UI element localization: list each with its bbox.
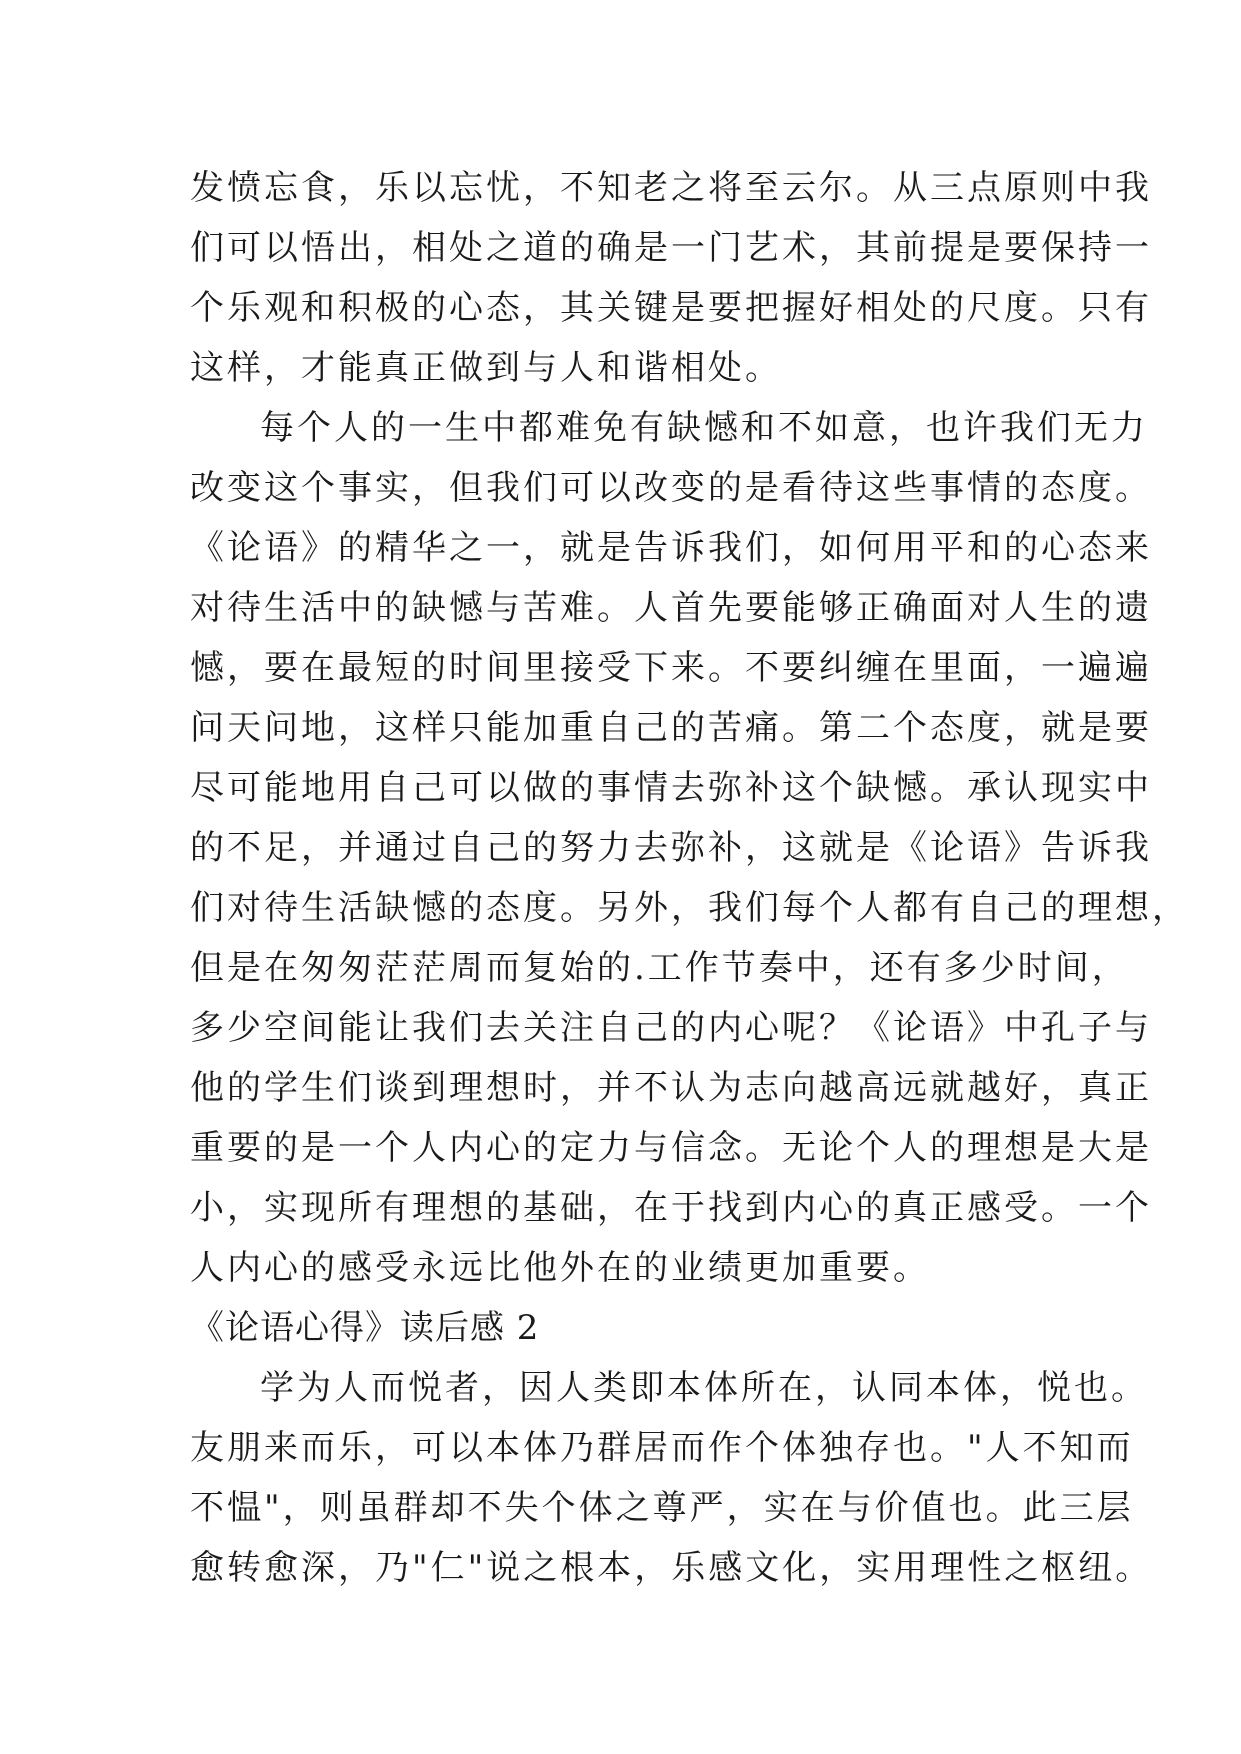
text-line: 重要的是一个人内心的定力与信念。无论个人的理想是大是 xyxy=(190,1128,1152,1168)
text-line: 个乐观和积极的心态，其关键是要把握好相处的尺度。只有 xyxy=(190,288,1152,328)
text-line: 多少空间能让我们去关注自己的内心呢？《论语》中孔子与 xyxy=(190,1008,1152,1048)
text-line: 但是在匆匆茫茫周而复始的.工作节奏中，还有多少时间， xyxy=(190,948,1129,988)
text-line: 对待生活中的缺憾与苦难。人首先要能够正确面对人生的遗 xyxy=(190,588,1152,628)
text-line: 小，实现所有理想的基础，在于找到内心的真正感受。一个 xyxy=(190,1188,1152,1228)
text-line: 每个人的一生中都难免有缺憾和不如意，也许我们无力 xyxy=(260,408,1148,448)
text-line: 《论语》的精华之一，就是告诉我们，如何用平和的心态来 xyxy=(190,528,1152,568)
paragraph-3 xyxy=(190,1358,1153,1598)
text-line: 不愠"，则虽群却不失个体之尊严，实在与价值也。此三层 xyxy=(190,1488,1134,1528)
text-line: 改变这个事实，但我们可以改变的是看待这些事情的态度。 xyxy=(190,468,1152,508)
text-line: 的不足，并通过自己的努力去弥补，这就是《论语》告诉我 xyxy=(190,828,1152,868)
text-line: 愈转愈深，乃"仁"说之根本，乐感文化，实用理性之枢纽。 xyxy=(190,1548,1153,1588)
document-body xyxy=(190,158,1189,1598)
text-line: 他的学生们谈到理想时，并不认为志向越高远就越好，真正 xyxy=(190,1068,1152,1108)
text-line: 问天问地，这样只能加重自己的苦痛。第二个态度，就是要 xyxy=(190,708,1152,748)
text-line: 憾，要在最短的时间里接受下来。不要纠缠在里面，一遍遍 xyxy=(190,648,1152,688)
text-line: 们可以悟出，相处之道的确是一门艺术，其前提是要保持一 xyxy=(190,228,1152,268)
text-line: 们对待生活缺憾的态度。另外，我们每个人都有自己的理想， xyxy=(190,888,1189,928)
text-line: 这样，才能真正做到与人和谐相处。 xyxy=(190,348,782,388)
paragraph-1 xyxy=(190,158,1152,398)
text-line: 学为人而悦者，因人类即本体所在，认同本体，悦也。 xyxy=(260,1368,1148,1408)
text-line: 尽可能地用自己可以做的事情去弥补这个缺憾。承认现实中 xyxy=(190,768,1152,808)
section-heading: 《论语心得》读后感 2 xyxy=(190,1308,540,1348)
paragraph-2 xyxy=(190,398,1189,1298)
text-line: 友朋来而乐，可以本体乃群居而作个体独存也。"人不知而 xyxy=(190,1428,1134,1468)
text-line: 人内心的感受永远比他外在的业绩更加重要。 xyxy=(190,1248,930,1288)
text-line: 发愤忘食，乐以忘忧，不知老之将至云尔。从三点原则中我 xyxy=(190,168,1152,208)
